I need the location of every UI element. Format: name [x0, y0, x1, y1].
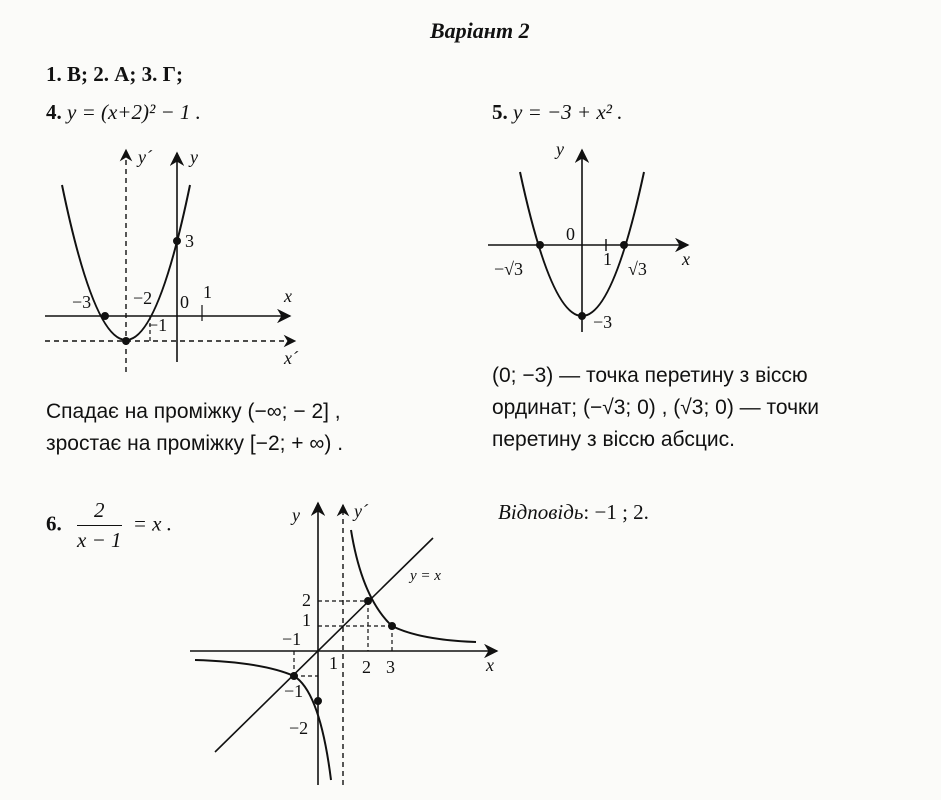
g6-label-x: x — [486, 655, 494, 675]
g4-label-neg1: −1 — [148, 315, 168, 335]
task4-line2: зростає на проміжку [−2; + ∞) . — [46, 432, 344, 455]
g4-point-vertex — [123, 338, 130, 345]
g6-label-one: 1 — [302, 610, 311, 630]
task6-rhs: = x . — [132, 511, 172, 536]
g4-label-zero: 0 — [180, 292, 189, 312]
g6-label-neg1-top: −1 — [282, 629, 302, 649]
g6-label-yprime: y´ — [354, 501, 368, 521]
g6-point-2-2 — [365, 598, 372, 605]
g6-label-neg2: −2 — [289, 718, 309, 738]
g5-label-zero: 0 — [566, 224, 575, 244]
g4-label-neg2: −2 — [133, 288, 153, 308]
task5-line3: перетину з віссю абсцис. — [492, 428, 735, 451]
task6-number: 6. — [46, 511, 62, 536]
g6-label-neg1: −1 — [284, 681, 304, 701]
variant-title: Варіант 2 — [430, 18, 530, 43]
g5-label-x: x — [682, 249, 690, 269]
task6-denominator: x − 1 — [77, 528, 122, 552]
g4-label-one: 1 — [203, 282, 212, 302]
g4-label-x: x — [284, 286, 292, 306]
g6-label-one-x: 1 — [329, 653, 338, 673]
g6-label-y: y — [292, 505, 300, 525]
g6-point-neg1-neg1 — [291, 673, 298, 680]
g6-label-three-x: 3 — [386, 657, 395, 677]
g5-label-sqrt3: √3 — [628, 259, 647, 279]
task4-number: 4. — [46, 100, 62, 124]
g6-hyperbola-left — [195, 660, 331, 780]
g4-label-xprime: x´ — [284, 348, 298, 368]
g4-point-3 — [174, 238, 181, 245]
task4-line1: Спадає на проміжку (−∞; − 2] , — [46, 400, 341, 423]
g5-label-y: y — [556, 139, 564, 159]
g5-label-neg3: −3 — [593, 312, 613, 332]
task5-line1: (0; −3) — точка перетину з віссю — [492, 364, 808, 387]
g5-point-neg-sqrt3 — [537, 242, 544, 249]
g4-point-minus3 — [102, 313, 109, 320]
answer-label: Відповідь — [498, 500, 584, 524]
answer-value: : −1 ; 2. — [583, 500, 649, 524]
g4-labels — [72, 147, 299, 368]
g6-label-two-x: 2 — [362, 657, 371, 677]
answers-line: 1. В; 2. А; 3. Г; — [46, 62, 184, 86]
g6-point-0-neg2 — [315, 698, 322, 705]
g4-label-y: y — [190, 147, 198, 167]
g5-label-neg-sqrt3: −√3 — [494, 259, 524, 279]
g6-label-two: 2 — [302, 590, 311, 610]
task5-formula: y = −3 + x² . — [513, 100, 623, 124]
g6-line-y-eq-x — [215, 538, 433, 752]
g5-point-vertex — [579, 313, 586, 320]
g4-label-neg3: −3 — [72, 292, 92, 312]
task6-numerator: 2 — [77, 498, 122, 526]
graph-task5 — [488, 150, 688, 332]
graph-task4 — [45, 150, 295, 372]
g4-label-three: 3 — [185, 231, 194, 251]
g5-label-one: 1 — [603, 249, 612, 269]
g4-label-yprime: y´ — [138, 147, 152, 167]
task5-number: 5. — [492, 100, 508, 124]
g6-hyperbola-right — [351, 530, 476, 642]
g5-point-sqrt3 — [621, 242, 628, 249]
g5-labels — [494, 139, 690, 332]
g6-label-line: y = x — [410, 568, 441, 584]
g6-point-3-1 — [389, 623, 396, 630]
task5-line2: ординат; (−√3; 0) , (√3; 0) — точки — [492, 396, 819, 419]
task4-formula: y = (x+2)² − 1 . — [67, 100, 201, 124]
graph-task6 — [190, 503, 497, 785]
